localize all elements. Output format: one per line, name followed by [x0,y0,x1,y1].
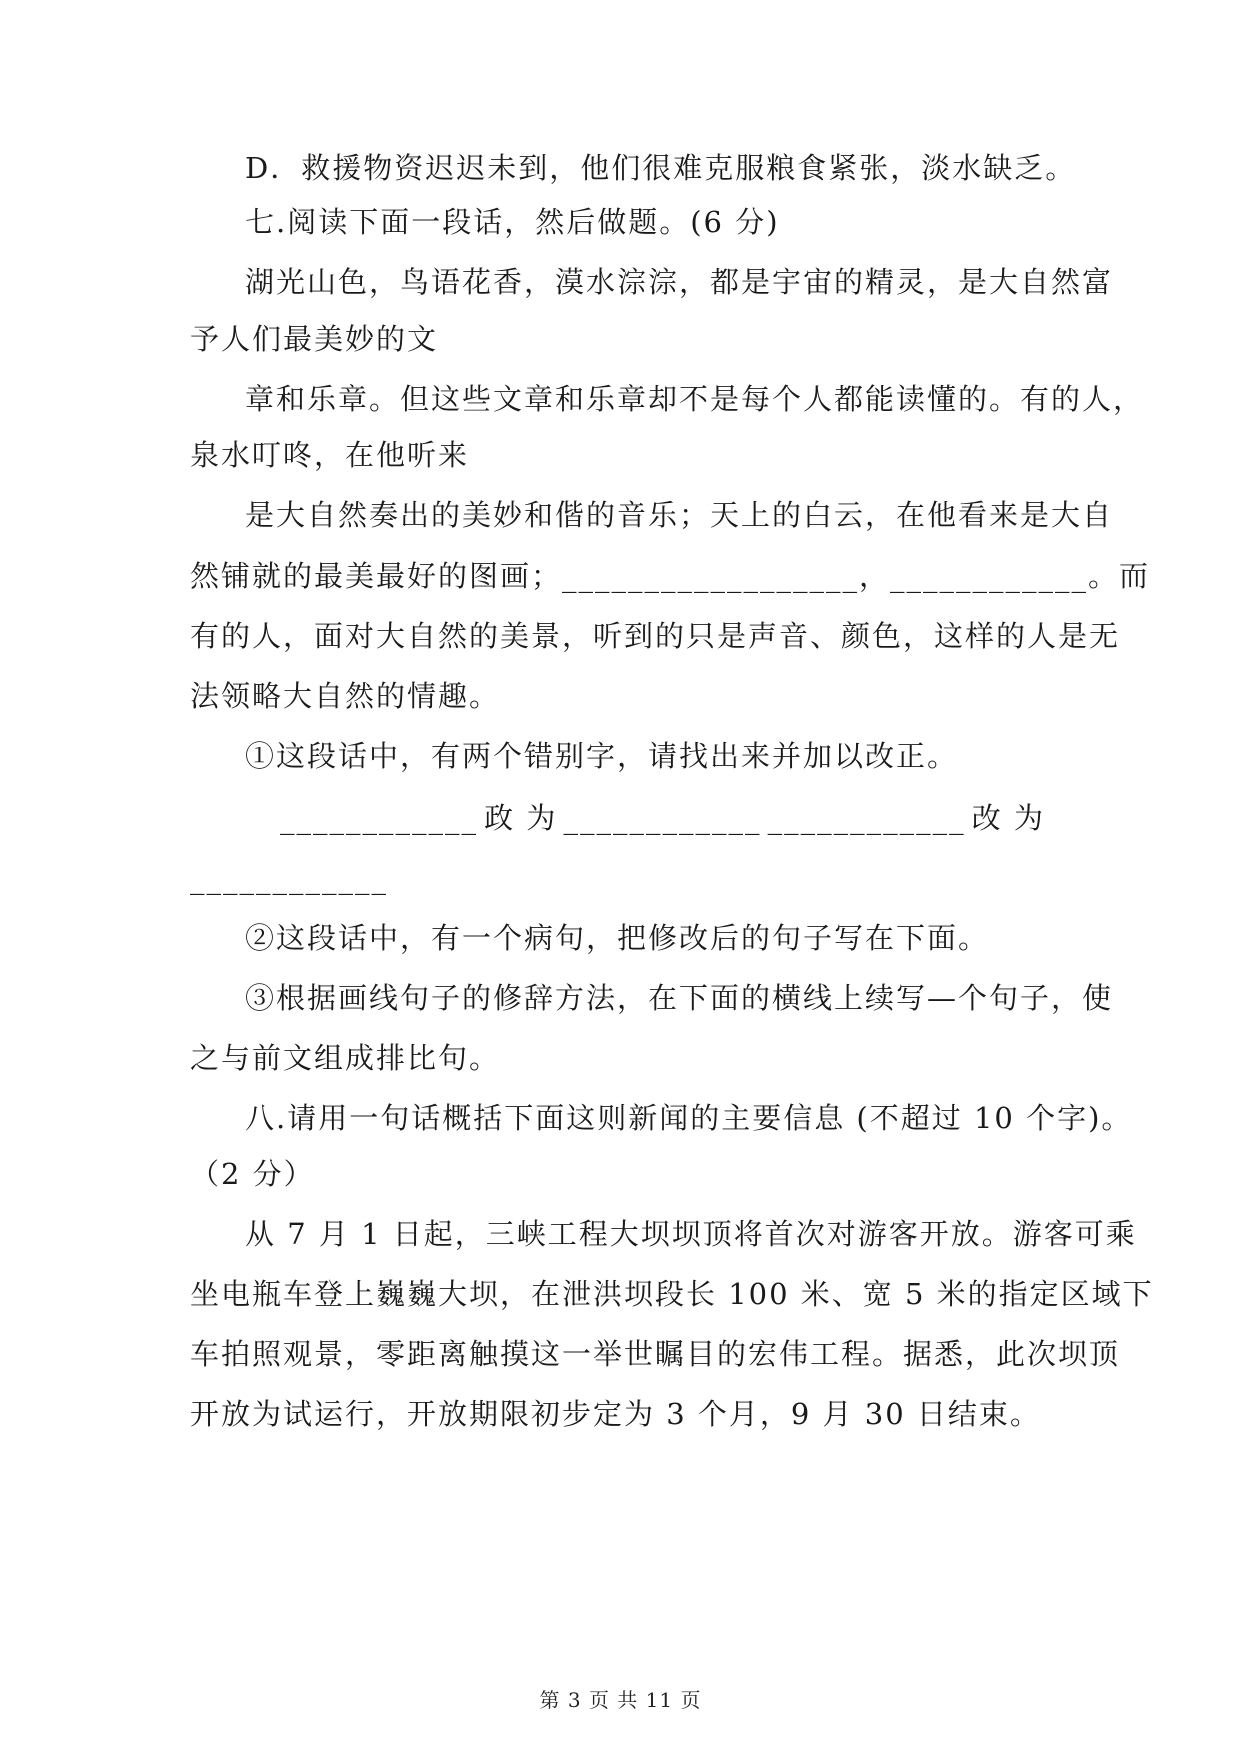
question-3-continued: 之与前文组成排比句。 [190,1041,501,1075]
paragraph-line: 有的人，面对大自然的美景，听到的只是声音、颜色，这样的人是无 [190,619,1121,653]
paragraph-line: 章和乐章。但这些文章和乐章却不是每个人都能读懂的。有的人， [245,382,1145,416]
paragraph-line: 是大自然奏出的美妙和偕的音乐；天上的白云，在他看来是大自 [245,498,1114,532]
news-paragraph-line: 开放为试运行，开放期限初步定为 3 个月，9 月 30 日结束。 [190,1397,1041,1431]
page-number-footer: 第 3 页 共 11 页 [539,1688,702,1712]
answer-blank: ____________ [190,861,388,895]
question-2: ②这段话中，有一个病句，把修改后的句子写在下面。 [245,921,990,955]
paragraph-line: 湖光山色，鸟语花香，漠水淙淙，都是宇宙的精灵，是大自然富 [245,265,1114,299]
paragraph-line-with-blanks: 然铺就的最美最好的图画；__________________，____________。而 [190,559,1151,593]
question-8-points: （2 分） [190,1157,315,1191]
question-3: ③根据画线句子的修辞方法，在下面的横线上续写—个句子，使 [245,981,1114,1015]
news-paragraph-line: 坐电瓶车登上巍巍大坝，在泄洪坝段长 100 米、宽 5 米的指定区域下 [190,1277,1154,1311]
answer-blank: ____________ [280,801,478,835]
question-7-heading: 七.阅读下面一段话，然后做题。(6 分) [245,205,780,239]
question-8-heading: 八.请用一句话概括下面这则新闻的主要信息 (不超过 10 个字)。 [245,1101,1133,1135]
question-1: ①这段话中，有两个错别字，请找出来并加以改正。 [245,739,959,773]
correction-word: 改 为 [971,801,1045,835]
paragraph-line: 法领略大自然的情趣。 [190,679,501,713]
paragraph-line: 泉水叮咚，在他听来 [190,438,470,472]
correction-word: 政 为 [484,801,558,835]
news-paragraph-line: 车拍照观景，零距离触摸这一举世瞩目的宏伟工程。据悉，此次坝顶 [190,1337,1121,1371]
answer-blank: ____________ [563,801,762,835]
correction-row [280,800,1045,836]
option-d-line: D．救援物资迟迟未到，他们很难克服粮食紧张，淡水缺乏。 [245,151,1077,185]
news-paragraph-line: 从 7 月 1 日起，三峡工程大坝坝顶将首次对游客开放。游客可乘 [245,1217,1137,1251]
paragraph-line: 予人们最美妙的文 [190,322,439,356]
answer-blank: ____________ [767,801,966,835]
